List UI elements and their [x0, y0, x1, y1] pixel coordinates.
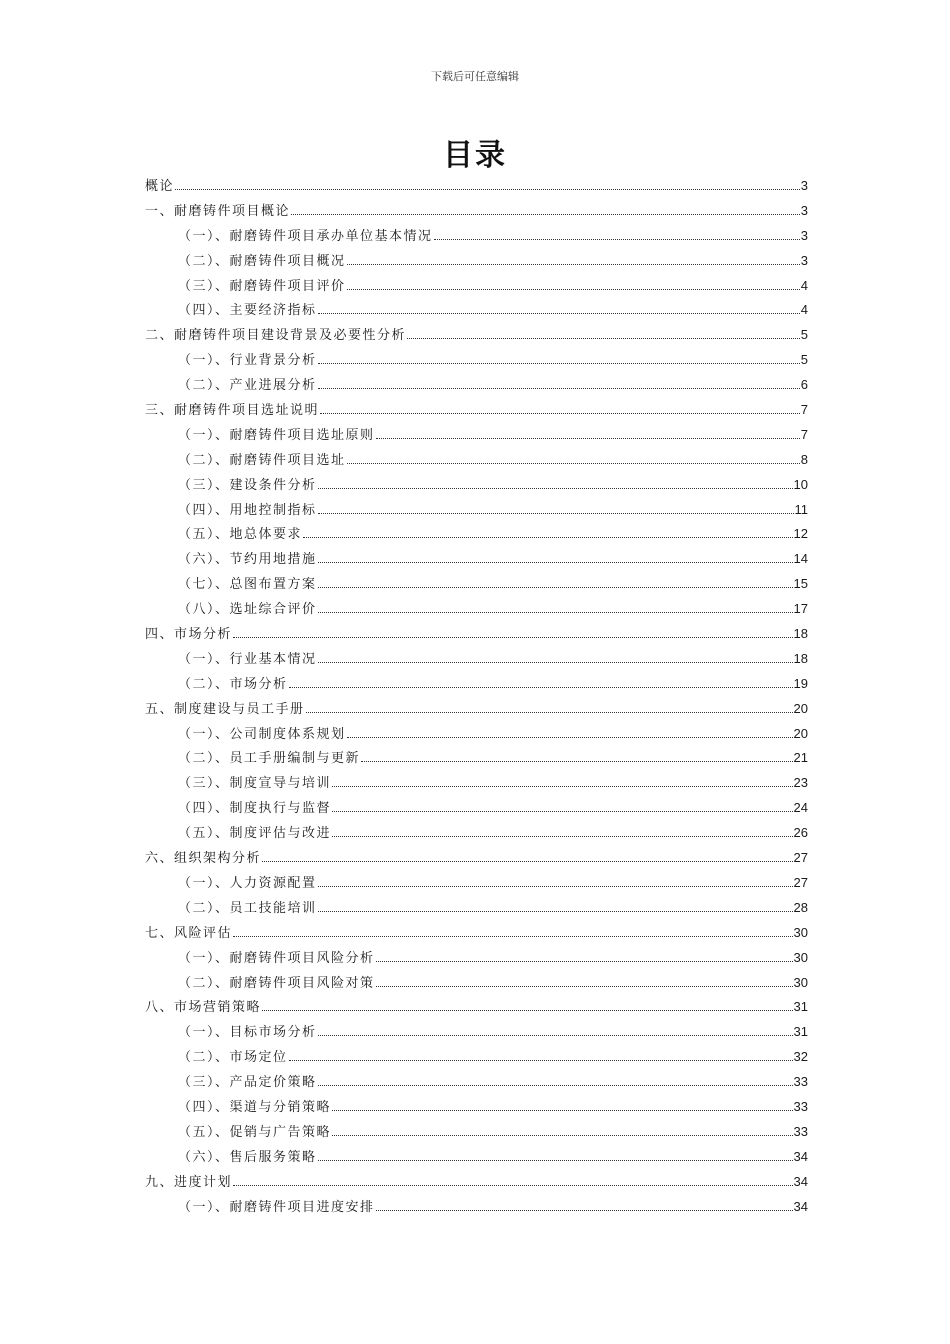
toc-entry-page-number: 33 — [793, 1098, 808, 1114]
toc-dot-leader — [262, 1001, 793, 1011]
toc-entry[interactable] — [145, 1120, 808, 1145]
toc-entry[interactable] — [145, 572, 808, 597]
toc-entry-label: （八）、选址综合评价 — [178, 602, 317, 618]
toc-entry-label: 七、风险评估 — [145, 925, 233, 941]
toc-dot-leader — [289, 678, 793, 688]
toc-entry-label: （三）、制度宣导与培训 — [178, 776, 332, 792]
toc-entry[interactable] — [145, 298, 808, 323]
toc-entry-label: （五）、地总体要求 — [178, 527, 303, 543]
toc-dot-leader — [233, 1176, 793, 1186]
toc-dot-leader — [347, 280, 800, 290]
toc-entry-page-number: 31 — [793, 999, 808, 1015]
toc-entry[interactable] — [145, 473, 808, 498]
toc-entry-page-number: 24 — [793, 800, 808, 816]
toc-entry-page-number: 26 — [793, 825, 808, 841]
toc-dot-leader — [361, 752, 793, 762]
toc-dot-leader — [318, 379, 800, 389]
toc-dot-leader — [407, 329, 800, 339]
toc-dot-leader — [434, 230, 800, 240]
toc-entry-page-number: 32 — [793, 1049, 808, 1065]
toc-dot-leader — [332, 1126, 793, 1136]
toc-entry[interactable] — [145, 348, 808, 373]
toc-entry-page-number: 27 — [793, 874, 808, 890]
toc-entry-label: （三）、耐磨铸件项目评价 — [178, 278, 346, 294]
toc-entry[interactable] — [145, 921, 808, 946]
toc-entry-page-number: 33 — [793, 1074, 808, 1090]
toc-dot-leader — [318, 1151, 793, 1161]
toc-entry-label: （四）、主要经济指标 — [178, 303, 317, 319]
toc-dot-leader — [376, 952, 793, 962]
toc-entry-page-number: 18 — [793, 626, 808, 642]
toc-entry[interactable] — [145, 771, 808, 796]
toc-dot-leader — [306, 703, 793, 713]
toc-entry-page-number: 14 — [793, 551, 808, 567]
toc-entry[interactable] — [145, 1070, 808, 1095]
toc-entry-page-number: 11 — [794, 501, 808, 517]
toc-entry-label: （五）、制度评估与改进 — [178, 826, 332, 842]
toc-entry-page-number: 23 — [793, 775, 808, 791]
toc-dot-leader — [303, 528, 793, 538]
toc-entry[interactable] — [145, 249, 808, 274]
toc-entry-page-number: 30 — [793, 949, 808, 965]
toc-entry-label: （二）、耐磨铸件项目风险对策 — [178, 975, 375, 991]
toc-entry[interactable] — [145, 846, 808, 871]
toc-entry-page-number: 3 — [800, 202, 808, 218]
toc-entry-label: （二）、市场定位 — [178, 1050, 288, 1066]
toc-entry[interactable] — [145, 647, 808, 672]
toc-entry-page-number: 27 — [793, 850, 808, 866]
toc-entry-label: 五、制度建设与员工手册 — [145, 701, 305, 717]
header-note: 下载后可任意编辑 — [431, 70, 519, 83]
toc-dot-leader — [318, 603, 793, 613]
toc-entry-label: （二）、市场分析 — [178, 676, 288, 692]
toc-entry[interactable] — [145, 199, 808, 224]
toc-entry-label: （三）、产品定价策略 — [178, 1075, 317, 1091]
toc-dot-leader — [347, 454, 800, 464]
toc-entry[interactable] — [145, 971, 808, 996]
toc-entry-label: （一）、耐磨铸件项目进度安排 — [178, 1199, 375, 1215]
toc-dot-leader — [318, 479, 793, 489]
toc-entry[interactable] — [145, 1145, 808, 1170]
toc-entry-label: （七）、总图布置方案 — [178, 577, 317, 593]
toc-dot-leader — [318, 902, 793, 912]
toc-entry-page-number: 33 — [793, 1123, 808, 1139]
toc-entry-page-number: 19 — [793, 675, 808, 691]
toc-dot-leader — [262, 852, 793, 862]
toc-dot-leader — [233, 628, 793, 638]
toc-dot-leader — [318, 553, 793, 563]
toc-dot-leader — [376, 1201, 793, 1211]
toc-entry-label: 四、市场分析 — [145, 627, 233, 643]
toc-dot-leader — [347, 255, 800, 265]
toc-entry-label: 九、进度计划 — [145, 1174, 233, 1190]
toc-entry[interactable] — [145, 547, 808, 572]
toc-entry-page-number: 5 — [800, 352, 808, 368]
toc-entry[interactable] — [145, 224, 808, 249]
toc-entry-label: 三、耐磨铸件项目选址说明 — [145, 403, 320, 419]
toc-entry-page-number: 12 — [793, 526, 808, 542]
toc-entry[interactable] — [145, 796, 808, 821]
toc-entry-label: 概论 — [145, 179, 175, 194]
toc-entry-label: （一）、行业背景分析 — [178, 353, 317, 369]
toc-dot-leader — [289, 1051, 793, 1061]
toc-entry[interactable] — [145, 995, 808, 1020]
toc-entry-page-number: 15 — [793, 576, 808, 592]
toc-entry-page-number: 20 — [793, 725, 808, 741]
toc-entry[interactable] — [145, 946, 808, 971]
toc-entry[interactable] — [145, 1045, 808, 1070]
toc-entry-label: （六）、售后服务策略 — [178, 1149, 317, 1165]
toc-entry[interactable] — [145, 498, 808, 523]
toc-entry[interactable] — [145, 423, 808, 448]
toc-dot-leader — [291, 205, 800, 215]
toc-entry-label: （六）、节约用地措施 — [178, 552, 317, 568]
toc-entry[interactable] — [145, 1020, 808, 1045]
toc-entry-page-number: 30 — [793, 974, 808, 990]
toc-entry[interactable] — [145, 522, 808, 547]
toc-dot-leader — [332, 802, 793, 812]
toc-entry-page-number: 34 — [793, 1148, 808, 1164]
toc-entry[interactable] — [145, 871, 808, 896]
toc-entry[interactable] — [145, 672, 808, 697]
toc-entry-page-number: 21 — [793, 750, 808, 766]
toc-entry-page-number: 4 — [800, 302, 808, 318]
toc-entry-page-number: 7 — [800, 426, 808, 442]
toc-entry-label: （二）、员工手册编制与更新 — [178, 751, 361, 767]
toc-dot-leader — [376, 429, 800, 439]
toc-entry-page-number: 18 — [793, 650, 808, 666]
toc-entry[interactable] — [145, 274, 808, 299]
toc-entry[interactable] — [145, 746, 808, 771]
toc-dot-leader — [320, 404, 800, 414]
toc-dot-leader — [318, 578, 793, 588]
toc-entry[interactable] — [145, 1195, 808, 1220]
toc-entry[interactable] — [145, 174, 808, 199]
toc-entry-label: （四）、制度执行与监督 — [178, 801, 332, 817]
table-of-contents — [145, 174, 808, 1219]
toc-entry-label: （一）、耐磨铸件项目承办单位基本情况 — [178, 228, 433, 244]
toc-entry-label: 二、耐磨铸件项目建设背景及必要性分析 — [145, 328, 407, 344]
toc-entry-label: （三）、建设条件分析 — [178, 477, 317, 493]
toc-entry[interactable] — [145, 722, 808, 747]
toc-entry-label: （四）、用地控制指标 — [178, 502, 317, 518]
toc-entry-page-number: 3 — [800, 252, 808, 268]
toc-dot-leader — [332, 1101, 793, 1111]
toc-entry[interactable] — [145, 896, 808, 921]
toc-entry-label: （一）、行业基本情况 — [178, 651, 317, 667]
toc-dot-leader — [318, 354, 800, 364]
toc-entry-page-number: 30 — [793, 924, 808, 940]
toc-entry[interactable] — [145, 398, 808, 423]
toc-dot-leader — [318, 653, 793, 663]
toc-entry-label: （二）、产业进展分析 — [178, 378, 317, 394]
toc-entry-label: 六、组织架构分析 — [145, 851, 262, 867]
toc-dot-leader — [175, 180, 800, 190]
toc-entry[interactable] — [145, 821, 808, 846]
toc-entry-label: （一）、人力资源配置 — [178, 875, 317, 891]
page-title: 目录 — [443, 138, 507, 173]
toc-entry-page-number: 5 — [800, 327, 808, 343]
toc-entry-label: （四）、渠道与分销策略 — [178, 1099, 332, 1115]
toc-dot-leader — [347, 728, 793, 738]
toc-entry-label: （二）、耐磨铸件项目概况 — [178, 253, 346, 269]
toc-entry[interactable] — [145, 448, 808, 473]
toc-entry-page-number: 4 — [800, 277, 808, 293]
toc-entry-page-number: 34 — [793, 1173, 808, 1189]
toc-entry[interactable] — [145, 1170, 808, 1195]
toc-entry[interactable] — [145, 697, 808, 722]
toc-entry-page-number: 3 — [800, 178, 808, 193]
toc-entry[interactable] — [145, 597, 808, 622]
toc-dot-leader — [318, 1076, 793, 1086]
toc-entry-label: （二）、员工技能培训 — [178, 900, 317, 916]
toc-dot-leader — [332, 777, 793, 787]
toc-dot-leader — [318, 1026, 793, 1036]
toc-entry-page-number: 10 — [793, 476, 808, 492]
toc-entry-page-number: 28 — [793, 899, 808, 915]
toc-dot-leader — [376, 977, 793, 987]
toc-entry[interactable] — [145, 1095, 808, 1120]
toc-entry-label: 八、市场营销策略 — [145, 1000, 262, 1016]
toc-dot-leader — [332, 827, 793, 837]
toc-entry[interactable] — [145, 622, 808, 647]
toc-dot-leader — [318, 304, 800, 314]
toc-entry-label: （五）、促销与广告策略 — [178, 1124, 332, 1140]
toc-entry-page-number: 6 — [800, 377, 808, 393]
toc-entry-page-number: 8 — [800, 451, 808, 467]
toc-entry-page-number: 3 — [800, 227, 808, 243]
toc-entry-page-number: 34 — [793, 1198, 808, 1214]
toc-entry-label: （一）、目标市场分析 — [178, 1025, 317, 1041]
toc-entry-page-number: 7 — [800, 402, 808, 418]
toc-entry-label: （一）、耐磨铸件项目风险分析 — [178, 950, 375, 966]
toc-entry[interactable] — [145, 323, 808, 348]
toc-entry-page-number: 31 — [793, 1024, 808, 1040]
toc-entry-label: （一）、耐磨铸件项目选址原则 — [178, 427, 375, 443]
toc-dot-leader — [318, 877, 793, 887]
toc-entry-page-number: 17 — [793, 601, 808, 617]
toc-entry[interactable] — [145, 373, 808, 398]
toc-entry-label: （一）、公司制度体系规划 — [178, 726, 346, 742]
toc-entry-label: 一、耐磨铸件项目概论 — [145, 203, 291, 219]
toc-dot-leader — [233, 927, 793, 937]
toc-entry-page-number: 20 — [793, 700, 808, 716]
toc-entry-label: （二）、耐磨铸件项目选址 — [178, 452, 346, 468]
toc-dot-leader — [318, 504, 794, 514]
